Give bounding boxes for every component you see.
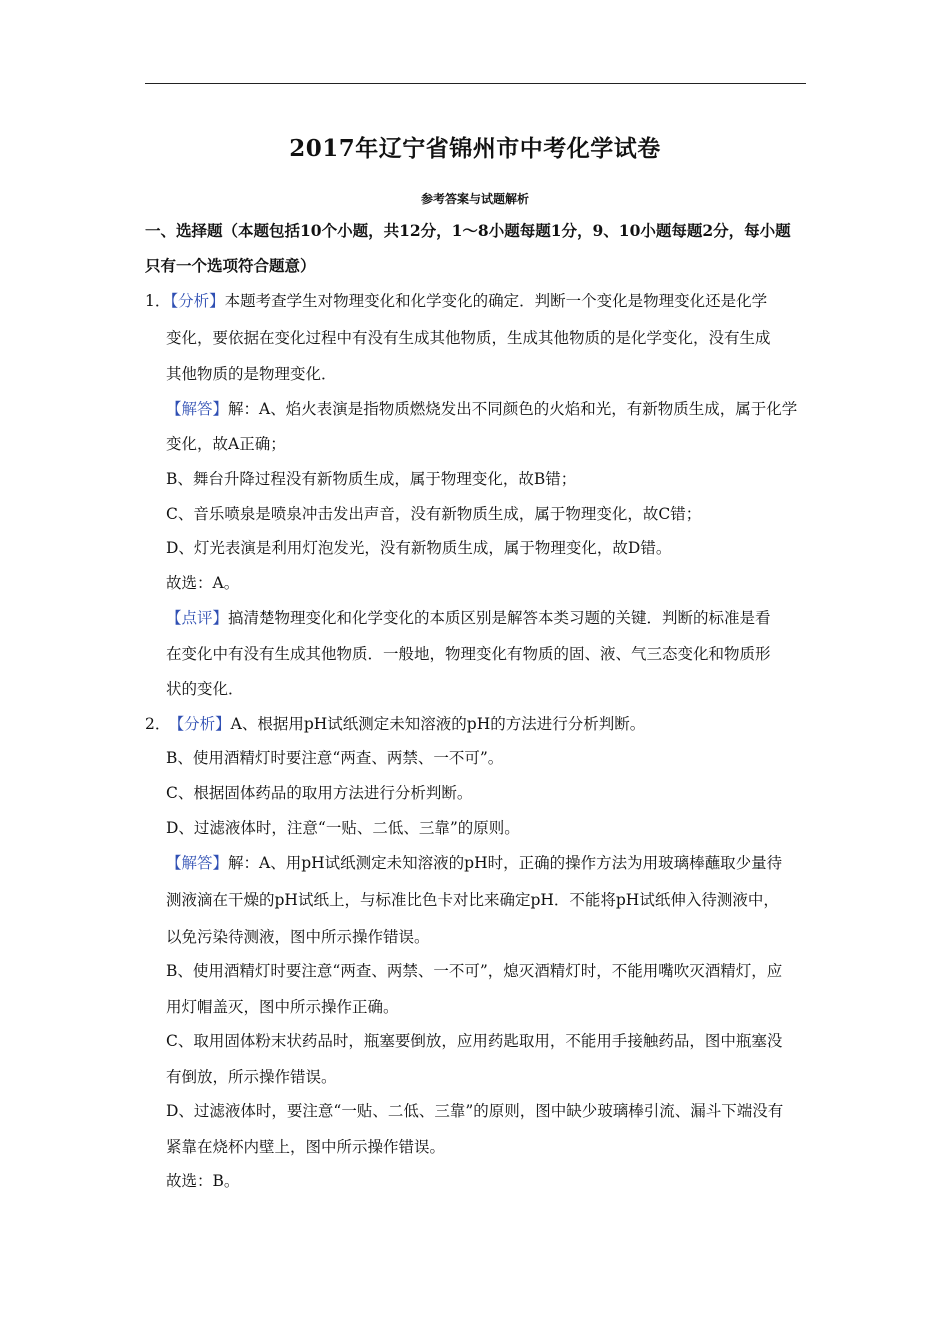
section-heading-line-2: 只有一个选项符合题意） (145, 256, 316, 275)
q1-comment-line-3: 状的变化． (166, 680, 244, 698)
page-title: 2017年辽宁省锦州市中考化学试卷 (289, 135, 661, 162)
q2-answer-line-8: D、过滤液体时，要注意“一贴、二低、三靠”的原则，图中缺少玻璃棒引流、漏斗下端没有 (166, 1102, 784, 1120)
q2-answer-line-2: 测液滴在干燥的pH试纸上，与标准比色卡对比来确定pH．不能将pH试纸伸入待测液中， (166, 891, 779, 909)
q2-answer-line-9: 紧靠在烧杯内壁上，图中所示操作错误。 (166, 1138, 446, 1156)
q1-comment-line-1 (166, 601, 771, 636)
q2-number: 2． (145, 715, 171, 733)
q2-answer-line-7: 有倒放，所示操作错误。 (166, 1068, 337, 1086)
q1-analysis-line-3: 其他物质的是物理变化． (166, 365, 337, 383)
q1-analysis-tag: 【分析】 (170, 292, 225, 310)
q2-answer-line-1 (166, 846, 782, 881)
q1-comment-text-1: 搞清楚物理变化和化学变化的本质区别是解答本类习题的关键．判断的标准是看 (228, 609, 771, 627)
header-rule (145, 83, 806, 84)
q2-answer-line-10: 故选：B。 (166, 1172, 240, 1190)
q2-answer-line-4: B、使用酒精灯时要注意“两查、两禁、一不可”，熄灭酒精灯时，不能用嘴吹灭酒精灯，应 (166, 962, 783, 980)
q2-analysis-text-1: A、根据用pH试纸测定未知溶液的pH的方法进行分析判断。 (230, 715, 646, 733)
q1-answer-line-3: B、舞台升降过程没有新物质生成，属于物理变化，故B错； (166, 470, 577, 488)
q1-comment-tag: 【点评】 (166, 609, 229, 627)
q1-answer-line-1 (166, 392, 797, 427)
q1-number: 1． (145, 292, 171, 310)
q2-answer-line-3: 以免污染待测液，图中所示操作错误。 (166, 928, 430, 946)
q2-analysis-line-1 (145, 707, 645, 742)
q2-answer-line-5: 用灯帽盖灭，图中所示操作正确。 (166, 998, 399, 1016)
q1-comment-line-2: 在变化中有没有生成其他物质．一般地，物理变化有物质的固、液、气三态变化和物质形 (166, 645, 771, 663)
q2-analysis-line-3: C、根据固体药品的取用方法进行分析判断。 (166, 784, 473, 802)
q1-answer-line-5: D、灯光表演是利用灯泡发光，没有新物质生成，属于物理变化，故D错。 (166, 539, 672, 557)
q2-analysis-line-2: B、使用酒精灯时要注意“两查、两禁、一不可”。 (166, 749, 504, 767)
q1-answer-line-4: C、音乐喷泉是喷泉冲击发出声音，没有新物质生成，属于物理变化，故C错； (166, 505, 702, 523)
q1-analysis-text-1: 本题考查学生对物理变化和化学变化的确定．判断一个变化是物理变化还是化学 (224, 292, 768, 310)
q2-answer-tag: 【解答】 (166, 854, 229, 872)
q1-analysis-line-1 (145, 284, 767, 319)
q1-analysis-line-2: 变化，要依据在变化过程中有没有生成其他物质，生成其他物质的是化学变化，没有生成 (166, 329, 771, 347)
q2-answer-text-1: 解：A、用pH试纸测定未知溶液的pH时，正确的操作方法为用玻璃棒蘸取少量待 (228, 854, 783, 872)
q1-answer-line-2: 变化，故A正确； (166, 435, 286, 453)
q1-answer-tag: 【解答】 (166, 400, 229, 418)
q1-answer-text-1: 解：A、焰火表演是指物质燃烧发出不同颜色的火焰和光，有新物质生成，属于化学 (228, 400, 798, 418)
q2-answer-line-6: C、取用固体粉末状药品时，瓶塞要倒放，应用药匙取用，不能用手接触药品，图中瓶塞没 (166, 1032, 783, 1050)
q1-answer-line-6: 故选：A。 (166, 574, 240, 592)
q2-analysis-line-4: D、过滤液体时，注意“一贴、二低、三靠”的原则。 (166, 819, 520, 837)
section-heading-line-1: 一、选择题（本题包括10个小题，共12分，1～8小题每题1分，9、10小题每题2分，每小题 (145, 221, 791, 240)
page-subtitle: 参考答案与试题解析 (420, 192, 529, 206)
q2-analysis-tag: 【分析】 (176, 715, 231, 733)
